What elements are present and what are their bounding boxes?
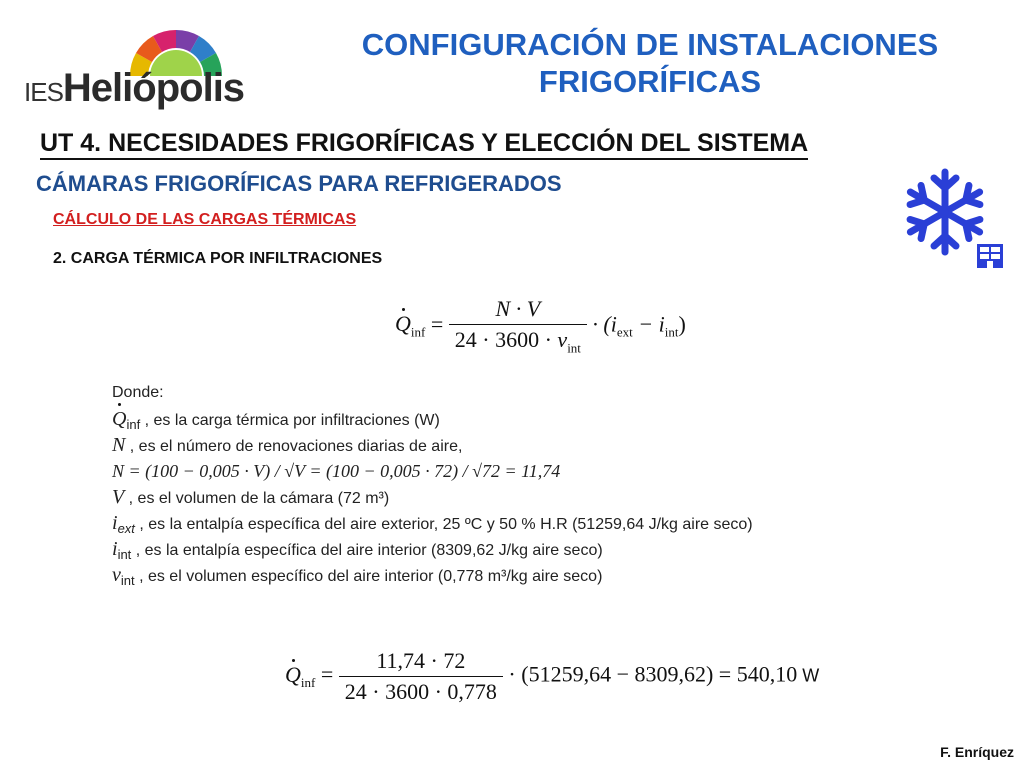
formula-den-const: 24 · 3600 · — [454, 327, 558, 352]
def-v-symbol: V — [112, 486, 125, 508]
result-numerator: 11,74 · 72 — [339, 648, 503, 677]
definition-v — [112, 484, 753, 510]
formula-denominator — [449, 325, 587, 356]
definitions-heading: Donde: — [112, 384, 164, 401]
def-vint-symbol: v — [112, 564, 121, 586]
formula-fraction — [449, 296, 587, 356]
result-q-sub: inf — [300, 674, 316, 690]
def-n-text: , es el número de renovaciones diarias de aire, — [125, 438, 463, 455]
section-title: CÁMARAS FRIGORÍFICAS PARA REFRIGERADOS — [36, 171, 562, 196]
def-iext-symbol: i — [112, 512, 118, 534]
def-n-symbol: N — [112, 434, 126, 456]
page-title — [300, 26, 1000, 100]
calc-title: CÁLCULO DE LAS CARGAS TÉRMICAS — [53, 211, 357, 228]
formula-rhs-close: ) — [678, 311, 686, 337]
formula-q-sub: inf — [410, 324, 426, 340]
main-formula — [395, 296, 686, 356]
result-q-symbol: Q — [285, 661, 301, 687]
def-iint-text: , es la entalpía específica del aire interior (8309,62 J/kg aire seco) — [131, 542, 603, 559]
result-unit: W — [797, 665, 820, 686]
definition-vint — [112, 562, 753, 588]
formula-q-symbol: Q — [395, 311, 411, 337]
def-v-text: , es el volumen de la cámara (72 m³) — [124, 490, 390, 507]
def-iext-text: , es la entalpía específica del aire exterior, 25 ºC y 50 % H.R (51259,64 J/kg aire seco) — [134, 516, 753, 533]
formula-rhs-minus: − i — [632, 311, 665, 337]
logo-name: Heliópolis — [62, 66, 245, 110]
definition-iext — [112, 510, 753, 536]
result-equals: = — [320, 661, 334, 687]
definition-iint — [112, 536, 753, 562]
def-vint-text: , es el volumen específico del aire interior (0,778 m³/kg aire seco) — [134, 568, 603, 585]
formula-den-sub: int — [567, 340, 581, 356]
def-iint-sub: int — [117, 547, 132, 563]
author: F. Enríquez — [940, 744, 1014, 760]
definition-q — [112, 406, 753, 432]
logo-wordmark — [24, 66, 244, 111]
logo-prefix: IES — [24, 77, 63, 107]
definitions-list — [112, 380, 753, 588]
def-q-text: , es la carga térmica por infiltraciones (W) — [140, 412, 440, 429]
def-q-symbol: Q — [112, 408, 127, 430]
def-iext-sub: ext — [117, 521, 135, 537]
page-title-line1: CONFIGURACIÓN DE INSTALACIONES — [361, 27, 939, 62]
result-rhs: · (51259,64 − 8309,62) = 540,10 — [508, 661, 798, 687]
formula-numerator: N · V — [449, 296, 587, 325]
definition-n — [112, 432, 753, 458]
result-fraction — [339, 648, 503, 705]
def-q-sub: inf — [126, 417, 141, 433]
formula-den-v: v — [557, 327, 568, 352]
def-vint-sub: int — [120, 573, 135, 589]
result-denominator: 24 · 3600 · 0,778 — [344, 679, 497, 704]
charge-title: 2. CARGA TÉRMICA POR INFILTRACIONES — [53, 250, 383, 267]
page-title-line2: FRIGORÍFICAS — [538, 64, 762, 99]
definition-n-formula: N = (100 − 0,005 · V) / √V = (100 − 0,005 · 72) / √72 = 11,74 — [112, 461, 561, 481]
unit-title: UT 4. NECESIDADES FRIGORÍFICAS Y ELECCIÓN DEL SISTEMA — [40, 128, 808, 160]
formula-rhs-sub2: int — [664, 324, 679, 340]
formula-equals: = — [430, 311, 444, 337]
formula-rhs-sub1: ext — [616, 324, 633, 340]
formula-rhs-open: · (i — [592, 311, 617, 337]
result-formula — [285, 648, 819, 705]
def-iint-symbol: i — [112, 538, 118, 560]
building-grid-icon — [976, 243, 1004, 269]
